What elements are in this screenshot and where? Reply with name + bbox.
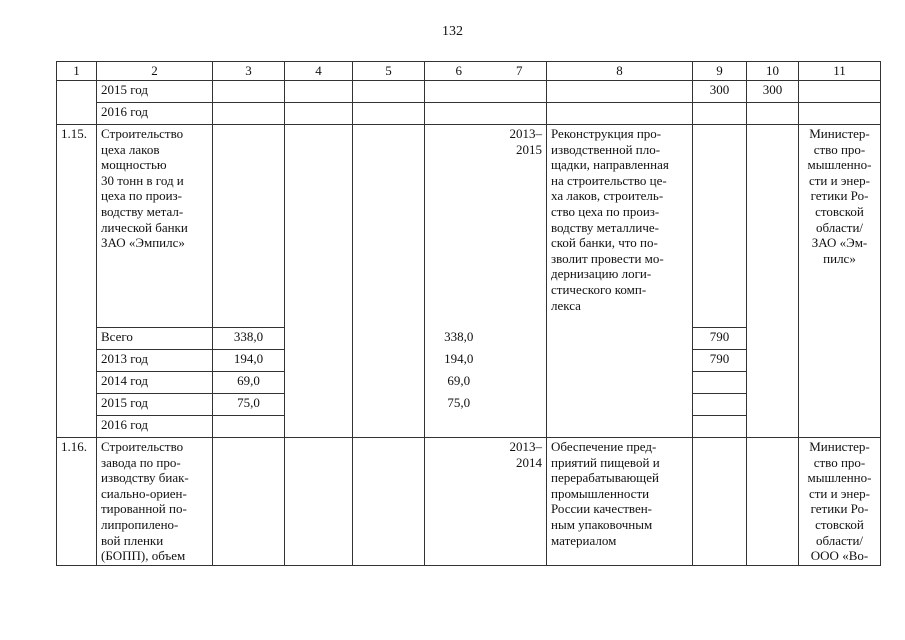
project-row [57, 438, 881, 566]
cell-value: 194,0 [213, 350, 285, 372]
page-number: 132 [442, 24, 463, 39]
project-responsible: Министер- ство про- мышленно- сти и энер- гетики Ро- стовской области/ ООО «Во- [799, 438, 881, 566]
year-label: 2016 год [97, 103, 213, 125]
project-period: 2013– 2015 [493, 125, 547, 328]
year-label: 2015 год [97, 81, 213, 103]
header-cell: 6 [425, 62, 493, 81]
cell-value: 790 [693, 328, 747, 350]
project-name: Строительство завода по про- изводству биак- сиально-ориен- тированной по- липропилено- вой пленки (БОПП), объем [97, 438, 213, 566]
project-responsible: Министер- ство про- мышленно- сти и энер- гетики Ро- стовской области/ ЗАО «Эм- пилс» [799, 125, 881, 328]
header-cell: 4 [285, 62, 353, 81]
project-row [57, 125, 881, 328]
cell-value: 300 [693, 81, 747, 103]
table-row [57, 394, 881, 416]
row-label: 2015 год [97, 394, 213, 416]
item-number: 1.16. [57, 438, 97, 566]
project-period: 2013– 2014 [493, 438, 547, 566]
row-label: 2016 год [97, 416, 213, 438]
cell-value: 69,0 [425, 372, 493, 394]
cell-empty [57, 81, 97, 125]
cell-value: 300 [747, 81, 799, 103]
cell-value: 75,0 [213, 394, 285, 416]
header-cell: 8 [547, 62, 693, 81]
table-row [57, 372, 881, 394]
project-name: Строительство цеха лаков мощностью 30 тонн в год и цеха по произ- водству метал- лической банки ЗАО «Эмпилс» [97, 125, 213, 328]
table-row [57, 328, 881, 350]
header-cell: 5 [353, 62, 425, 81]
table-row [57, 416, 881, 438]
header-cell: 3 [213, 62, 285, 81]
project-description: Обеспечение пред- приятий пищевой и перерабатывающей промышленности России качествен- ным упаковочным материалом [547, 438, 693, 566]
header-row [57, 62, 881, 81]
header-cell: 10 [747, 62, 799, 81]
table-row [57, 350, 881, 372]
header-cell: 7 [493, 62, 547, 81]
header-cell: 2 [97, 62, 213, 81]
cell-value: 69,0 [213, 372, 285, 394]
project-description: Реконструкция про- изводственной пло- щадки, направленная на строительство це- ха лаков, строитель- ство цеха по произ- водству металличе- ской банки, что по- зволит провести мо- дернизацию логи- стического комп- лекса [547, 125, 693, 328]
row-label: 2013 год [97, 350, 213, 372]
row-label: Всего [97, 328, 213, 350]
cell-value: 338,0 [425, 328, 493, 350]
cell-value: 790 [693, 350, 747, 372]
row-label: 2014 год [97, 372, 213, 394]
table-row [57, 103, 881, 125]
header-cell: 11 [799, 62, 881, 81]
cell-value: 75,0 [425, 394, 493, 416]
header-cell: 9 [693, 62, 747, 81]
item-number: 1.15. [57, 125, 97, 438]
header-cell: 1 [57, 62, 97, 81]
program-table [56, 61, 881, 566]
cell-value: 338,0 [213, 328, 285, 350]
cell-value: 194,0 [425, 350, 493, 372]
table-row [57, 81, 881, 103]
